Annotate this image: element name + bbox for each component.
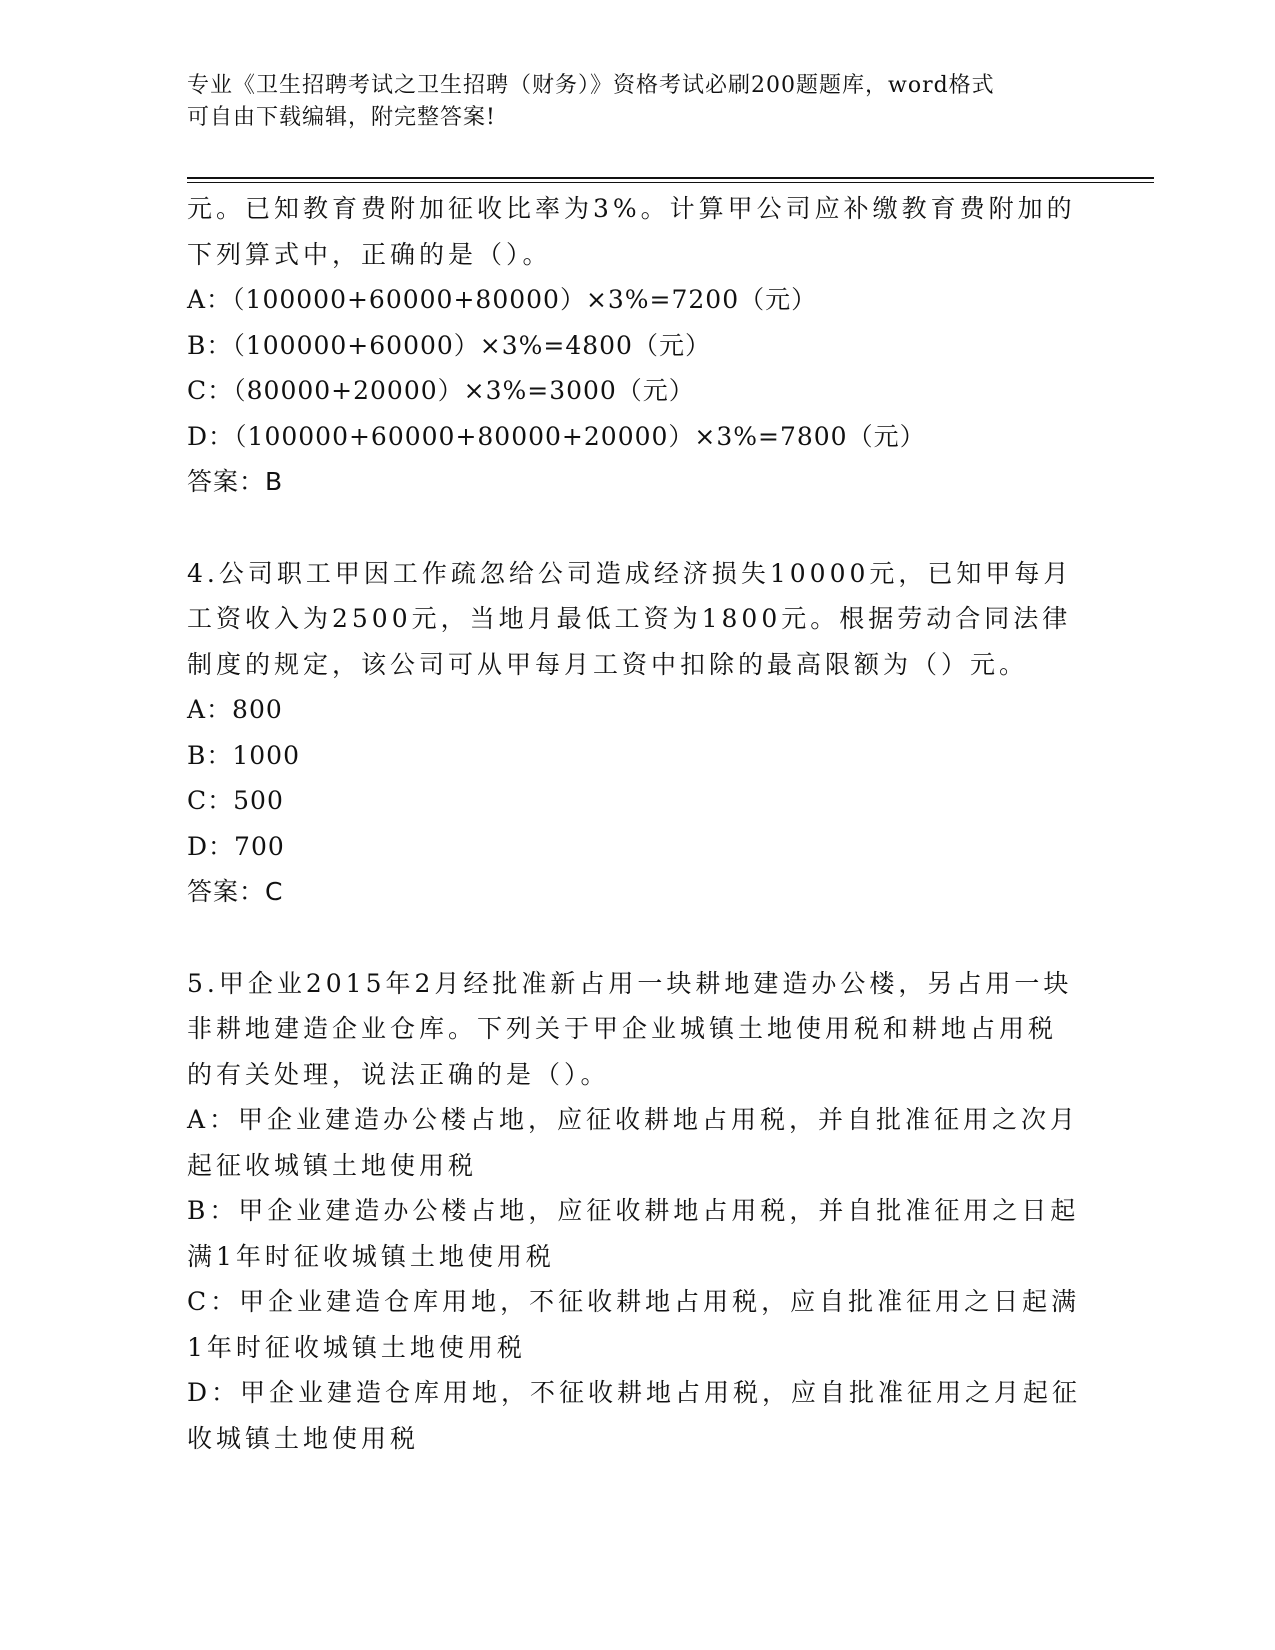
question-4-option-c: C：500 [187, 786, 284, 815]
question-5-option-b-line-1: B：甲企业建造办公楼占地，应征收耕地占用税，并自批准征用之日起 [187, 1196, 1080, 1225]
question-4-option-d: D：700 [187, 831, 285, 861]
question-5-option-c-line-1: C：甲企业建造仓库用地，不征收耕地占用税，应自批准征用之日起满 [187, 1287, 1081, 1316]
question-5-option-a-line-1: A：甲企业建造办公楼占地，应征收耕地占用税，并自批准征用之次月 [187, 1105, 1080, 1134]
question-3 [187, 186, 1087, 505]
question-4 [187, 551, 1087, 915]
question-5-option-c-line-2: 1年时征收城镇土地使用税 [187, 1332, 526, 1362]
question-5-stem-line-2: 非耕地建造企业仓库。下列关于甲企业城镇土地使用税和耕地占用税 [187, 1014, 1058, 1043]
question-4-stem-line-3: 制度的规定，该公司可从甲每月工资中扣除的最高限额为（）元。 [187, 649, 1029, 679]
question-4-stem-line-1: 4.公司职工甲因工作疏忽给公司造成经济损失10000元，已知甲每月 [187, 558, 1073, 588]
question-5-option-a-line-2: 起征收城镇土地使用税 [187, 1150, 478, 1180]
question-3-option-c: C：（80000+20000）×3%=3000（元） [187, 376, 695, 405]
document-body [187, 186, 1087, 1461]
question-4-option-a: A：800 [187, 695, 283, 724]
question-4-answer: 答案：C [187, 877, 284, 906]
question-5-option-b-line-2: 满1年时征收城镇土地使用税 [187, 1241, 555, 1271]
question-5 [187, 961, 1087, 1462]
document-header: 专业《卫生招聘考试之卫生招聘（财务）》资格考试必刷200题题库，word格式 可自由下载编辑，附完整答案! [187, 73, 995, 130]
question-3-stem-line-1: 元。已知教育费附加征收比率为3%。计算甲公司应补缴教育费附加的 [187, 194, 1076, 223]
header-rule-thick [187, 177, 1154, 179]
question-4-stem-line-2: 工资收入为2500元，当地月最低工资为1800元。根据劳动合同法律 [187, 604, 1072, 633]
question-3-stem-line-2: 下列算式中，正确的是（）。 [187, 239, 552, 269]
question-3-option-d: D：（100000+60000+80000+20000）×3%=7800（元） [187, 421, 926, 451]
question-5-stem-line-3: 的有关处理，说法正确的是（）。 [187, 1059, 610, 1089]
question-3-answer: 答案：B [187, 467, 284, 496]
header-rule-thin [187, 182, 1154, 183]
question-5-option-d-line-2: 收城镇土地使用税 [187, 1423, 420, 1453]
spacer [187, 915, 1087, 961]
question-3-option-b: B：（100000+60000）×3%=4800（元） [187, 330, 711, 360]
question-5-option-d-line-1: D：甲企业建造仓库用地，不征收耕地占用税，应自批准征用之月起征 [187, 1378, 1082, 1407]
question-3-option-a: A：（100000+60000+80000）×3%=7200（元） [187, 285, 818, 314]
question-5-stem-line-1: 5.甲企业2015年2月经批准新占用一块耕地建造办公楼，另占用一块 [187, 968, 1073, 998]
question-4-option-b: B：1000 [187, 740, 300, 770]
spacer [187, 505, 1087, 551]
